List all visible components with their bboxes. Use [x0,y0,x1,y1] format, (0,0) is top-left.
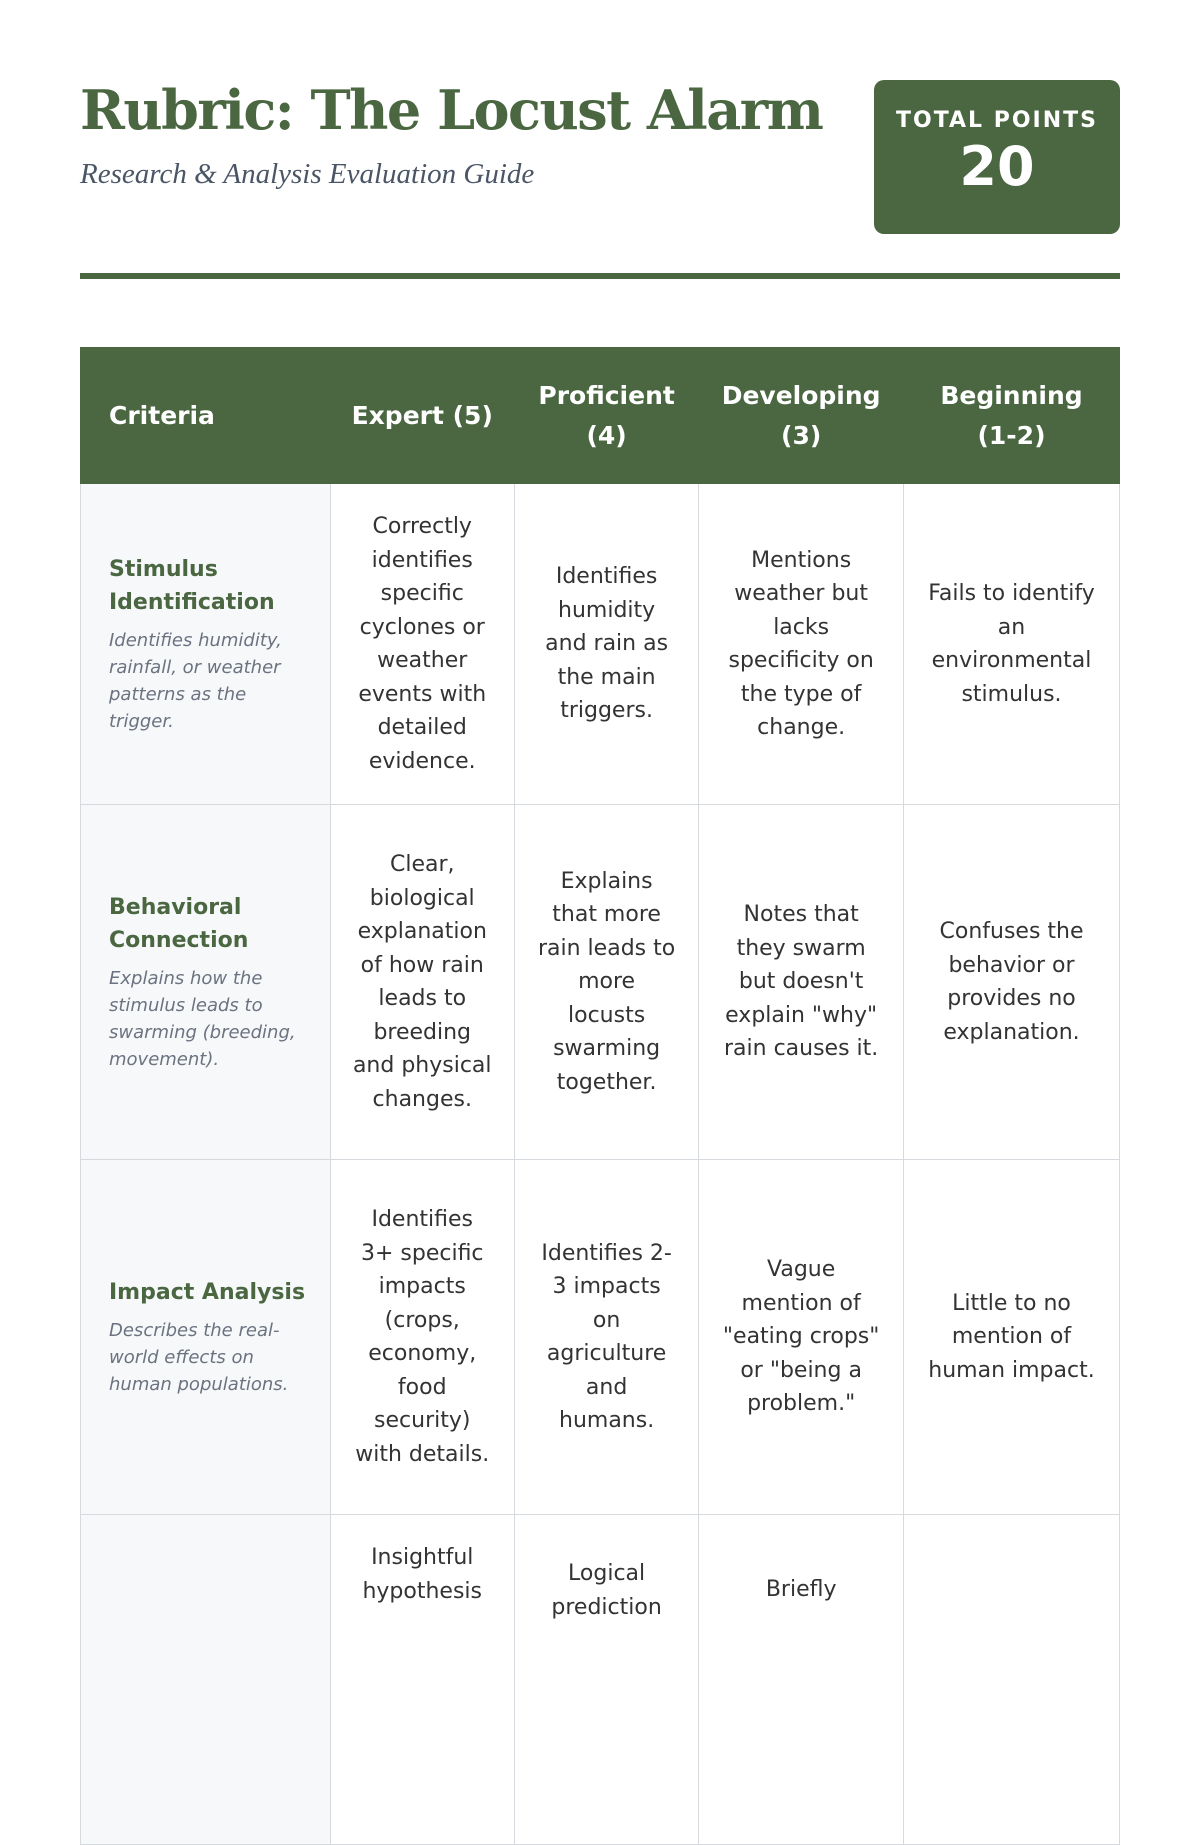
beginning-cell: Little to no mention of human impact. [904,1160,1120,1515]
expert-cell: Clear, biological explanation of how rain leads to breeding and physical changes. [330,805,514,1160]
rubric-header [80,0,1120,282]
developing-cell: Mentions weather but lacks specificity on the type of change. [699,484,904,805]
beginning-cell: Confuses the behavior or provides no explanation. [904,805,1120,1160]
criterion-name: Impact Analysis [109,1280,306,1305]
total-points-badge [874,80,1120,234]
page-subtitle: Research & Analysis Evaluation Guide [80,158,535,190]
table-header-row [81,348,1120,484]
total-points-value: 20 [959,135,1035,198]
criterion-name: Behavioral Connection [109,895,249,953]
column-header-developing: Developing (3) [699,348,904,484]
criterion-name: Stimulus Identification [109,557,275,615]
expert-cell: Correctly identifies specific cyclones or weather events with detailed evidence. [330,484,514,805]
rubric-table [80,347,1120,1845]
page-title: Rubric: The Locust Alarm [80,78,823,142]
criterion-description: Identifies humidity, rainfall, or weather patterns as the trigger. [109,630,282,732]
criterion-cell [81,1515,331,1845]
table-row [81,1160,1120,1515]
criterion-cell [81,805,331,1160]
column-header-proficient: Proficient (4) [514,348,698,484]
developing-cell: Vague mention of "eating crops" or "being a problem." [699,1160,904,1515]
header-divider [80,273,1120,279]
expert-cell: Identifies 3+ specific impacts (crops, economy, food security) with details. [330,1160,514,1515]
total-points-label: TOTAL POINTS [896,108,1098,133]
criterion-cell [81,484,331,805]
developing-cell: Briefly [699,1515,904,1845]
table-row [81,1515,1120,1845]
table-row [81,484,1120,805]
column-header-expert: Expert (5) [330,348,514,484]
criterion-description: Explains how the stimulus leads to swarming (breeding, movement). [109,968,296,1070]
column-header-beginning: Beginning (1-2) [904,348,1120,484]
expert-cell: Insightful hypothesis [330,1515,514,1845]
column-header-criteria: Criteria [81,348,331,484]
beginning-cell: Fails to identify an environmental stimulus. [904,484,1120,805]
proficient-cell: Identifies 2-3 impacts on agriculture and humans. [514,1160,698,1515]
table-row [81,805,1120,1160]
rubric-page [80,0,1120,1620]
criterion-description: Describes the real-world effects on human populations. [109,1320,289,1395]
proficient-cell: Identifies humidity and rain as the main triggers. [514,484,698,805]
beginning-cell [904,1515,1120,1845]
proficient-cell: Explains that more rain leads to more locusts swarming together. [514,805,698,1160]
developing-cell: Notes that they swarm but doesn't explain "why" rain causes it. [699,805,904,1160]
criterion-cell [81,1160,331,1515]
proficient-cell: Logical prediction [514,1515,698,1845]
